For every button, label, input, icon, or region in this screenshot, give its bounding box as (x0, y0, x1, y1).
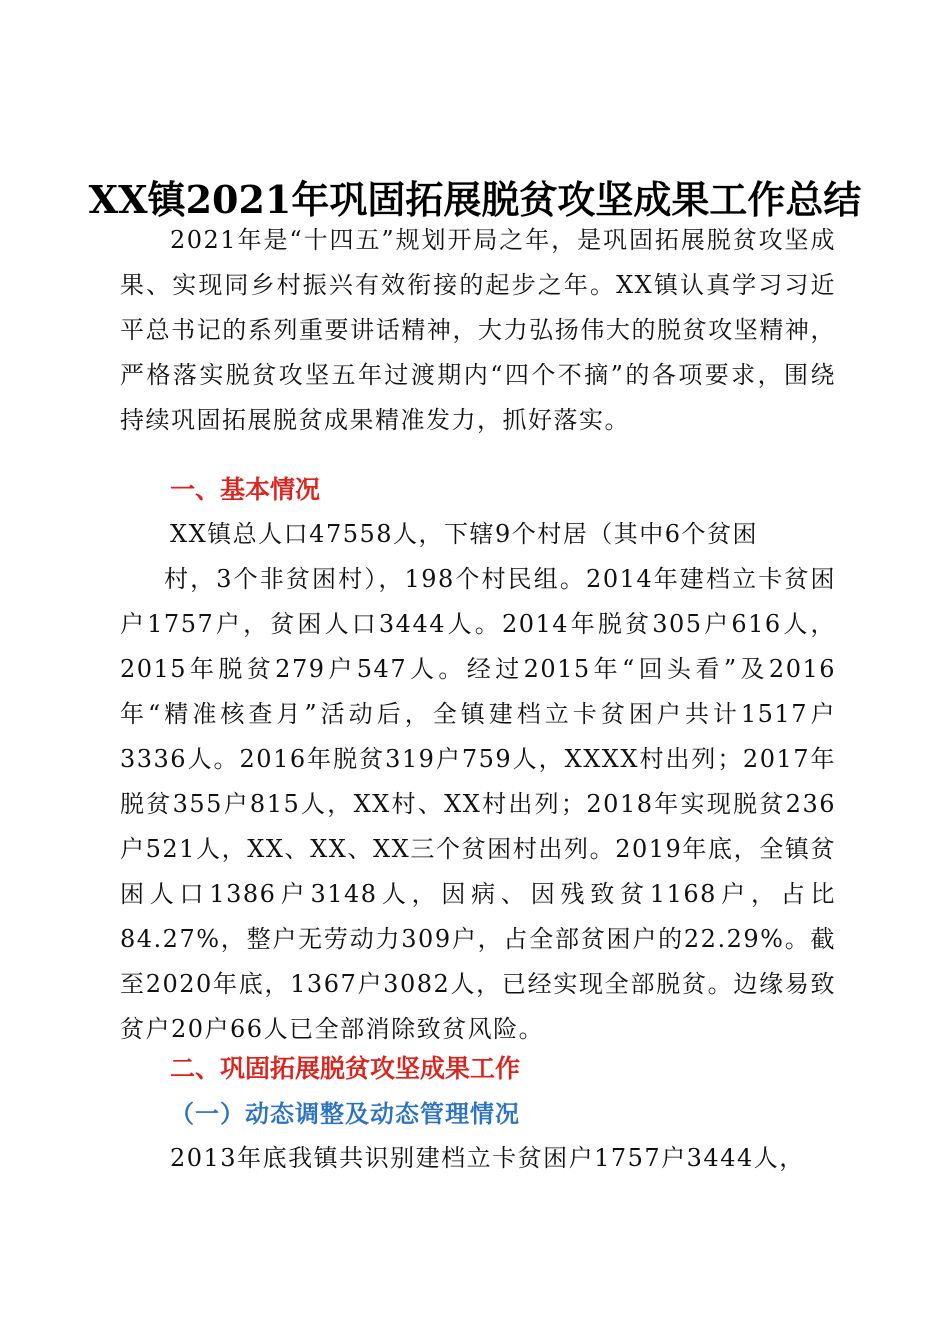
section-heading-consolidation-work: 二、巩固拓展脱贫攻坚成果工作 (170, 1054, 521, 1083)
section1-first-line: XX镇总人口47558人，下辖9个村居（其中6个贫困 (170, 520, 759, 548)
subsection1-first-line: 2013年底我镇共识别建档立卡贫困户1757户3444人， (170, 1144, 805, 1172)
section1-body-paragraph: 村，3个非贫困村），198个村民组。2014年建档立卡贫困户1757户，贫困人口3444人。2014年脱贫305户616人，2015年脱贫279户547人。经过2015年“回头看”及2016年“精准核查月”活动后，全镇建档立卡贫困户共计1517户3336人。2016年脱贫319户759人，XXXX村出列；2017年脱贫355户815人，XX村、XX村出列；2018年实现脱贫236户521人，XX、XX、XX三个贫困村出列。2019年底，全镇贫困人口1386户3148人，因病、因残致贫1168户，占比84.27%，整户无劳动力309户，占全部贫困户的22.29%。截至2020年底，1367户3082人，已经实现全部脱贫。边缘易致贫户20户66人已全部消除致贫风险。 (120, 565, 836, 1043)
section1-first-line-block (120, 512, 836, 557)
section1-body-block (120, 557, 836, 1052)
subsection-heading-dynamic-management: （一）动态调整及动态管理情况 (170, 1099, 520, 1128)
document-title: XX镇2021年巩固拓展脱贫攻坚成果工作总结 (88, 177, 862, 222)
intro-paragraph: 2021年是“十四五”规划开局之年，是巩固拓展脱贫攻坚成果、实现同乡村振兴有效衔接的起步之年。XX镇认真学习习近平总书记的系列重要讲话精神，大力弘扬伟大的脱贫攻坚精神，严格落实脱贫攻坚五年过渡期内“四个不摘”的各项要求，围绕持续巩固拓展脱贫成果精准发力，抓好落实。 (120, 226, 836, 434)
intro-paragraph-block (120, 218, 836, 443)
subsection1-first-line-block (120, 1136, 836, 1181)
section-heading-basic-situation: 一、基本情况 (170, 475, 321, 504)
